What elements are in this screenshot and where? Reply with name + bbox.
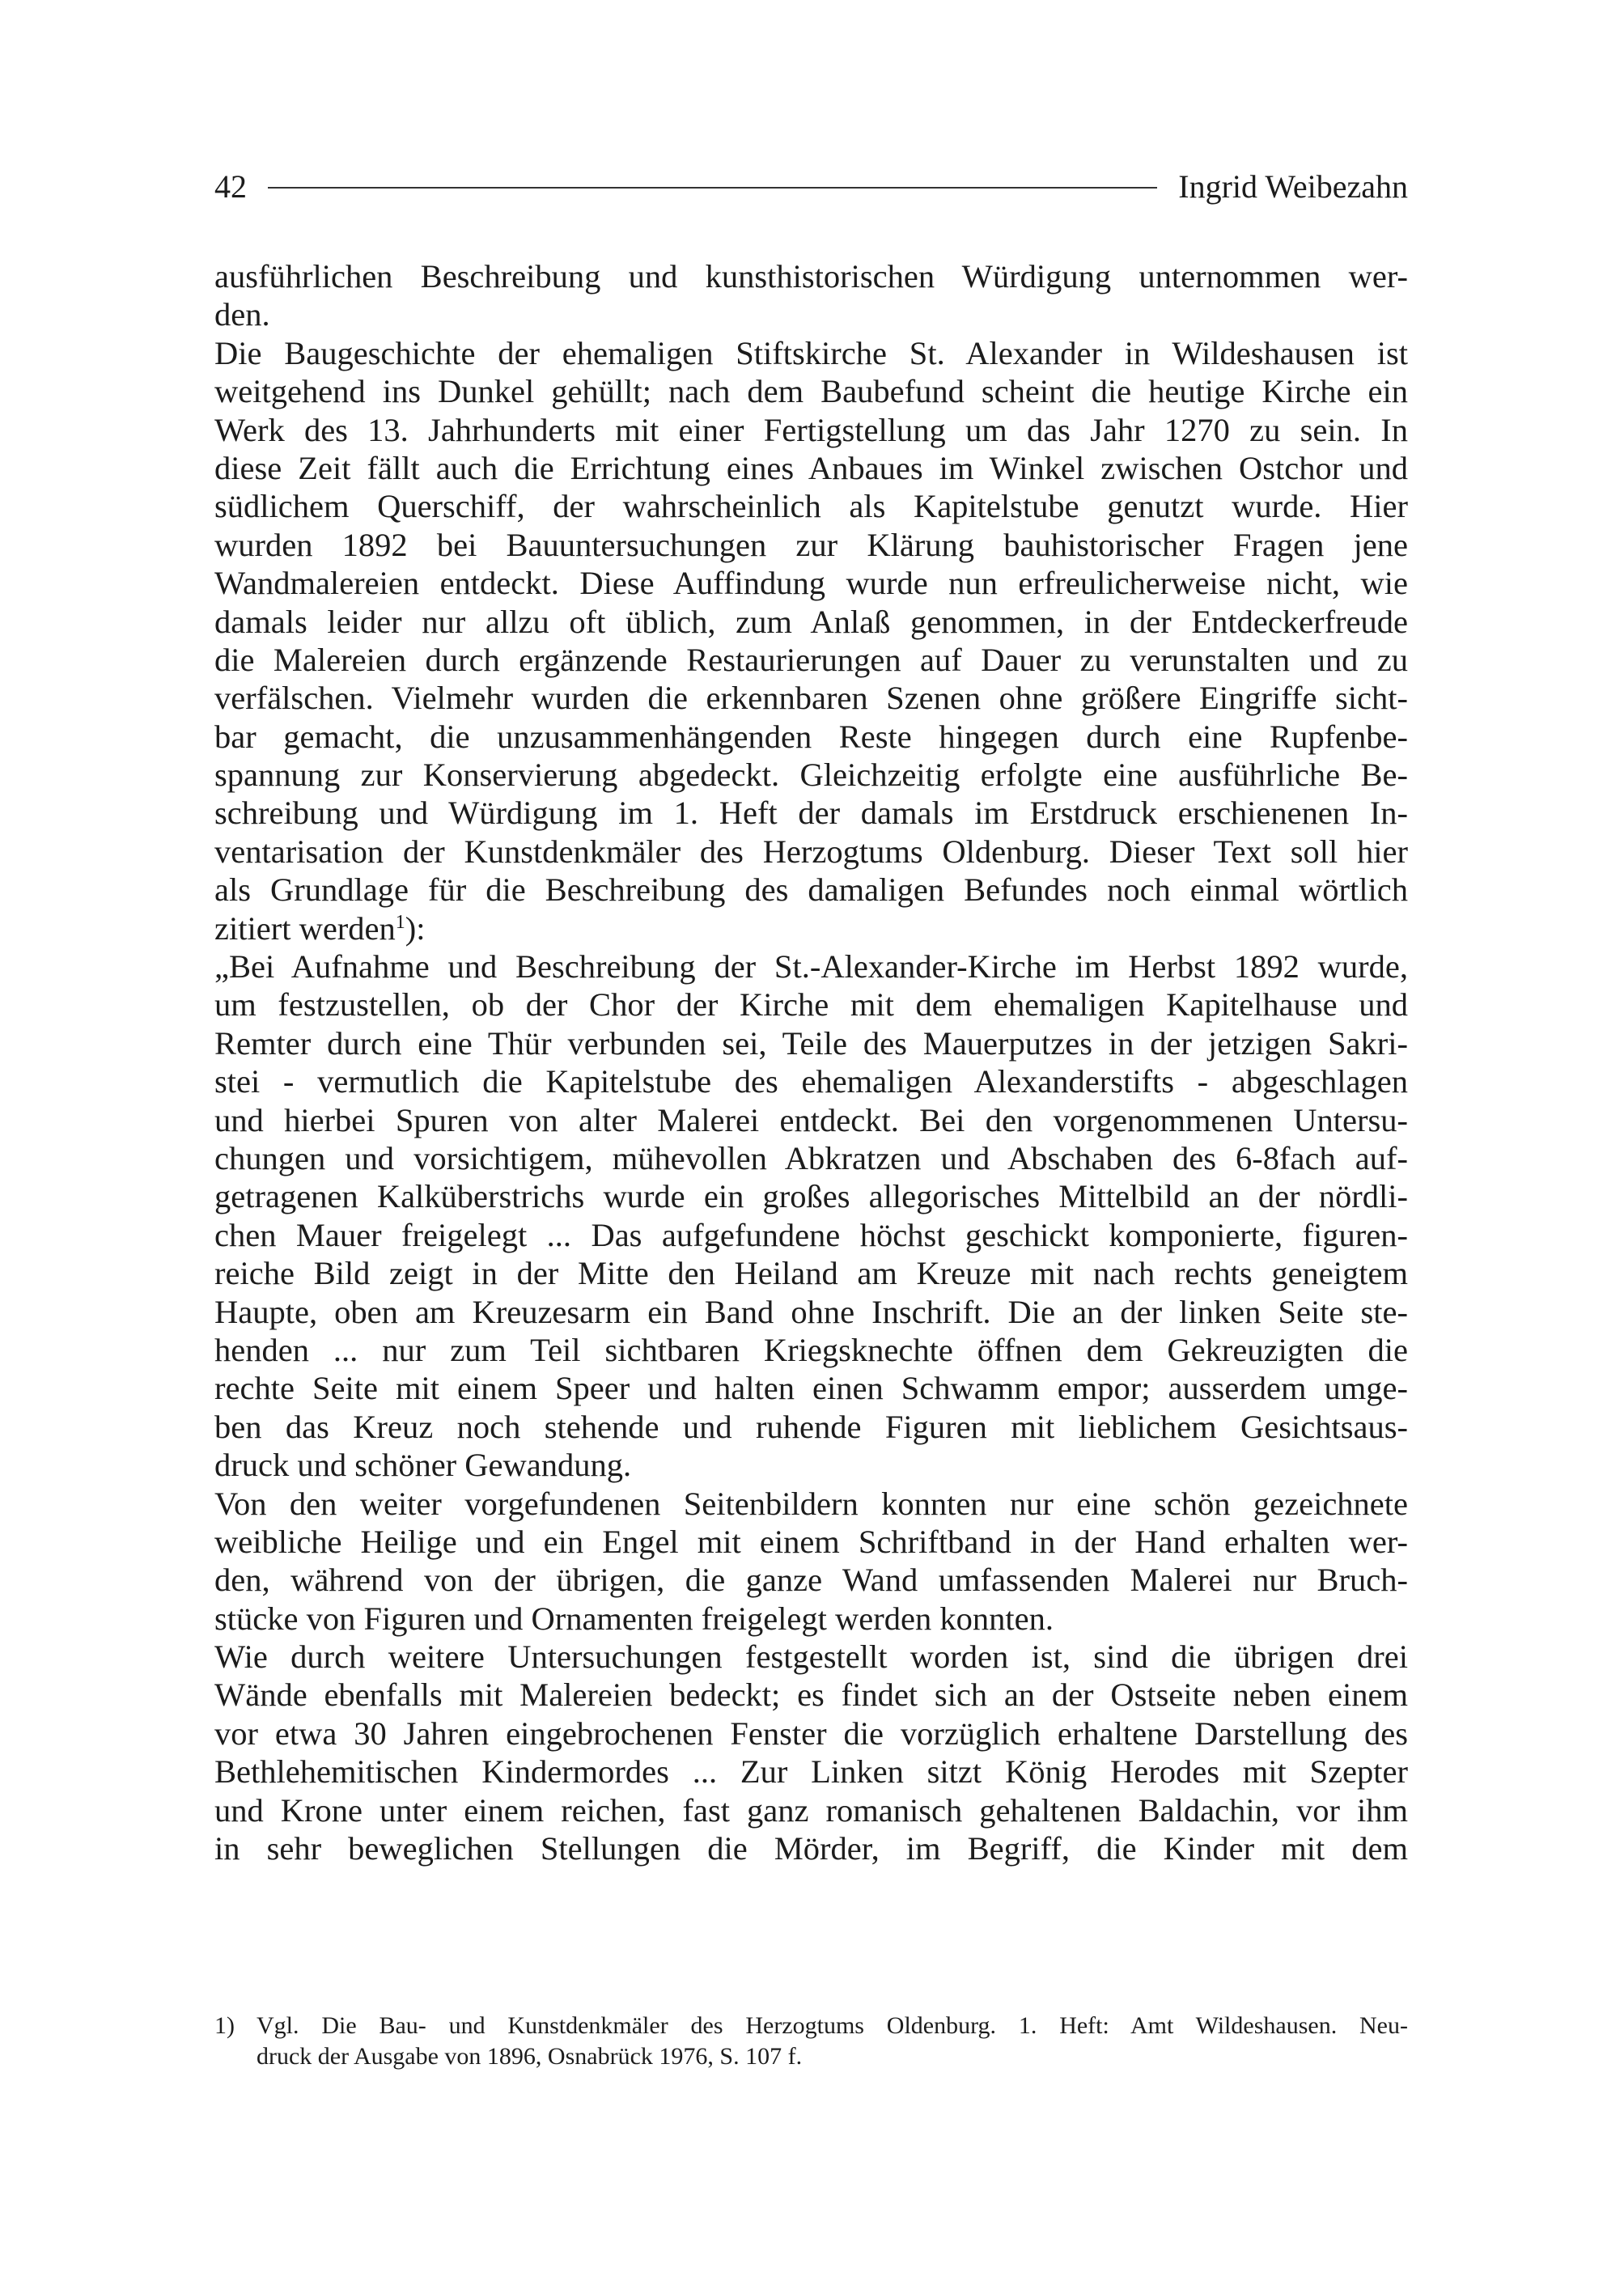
running-head-author: Ingrid Weibezahn	[1178, 167, 1408, 205]
footnote-marker: 1)	[214, 2012, 235, 2039]
text-line: „Bei Aufnahme und Beschreibung der St.-Alexander-Kirche im Herbst 1892 wurde,	[214, 948, 1408, 985]
text-line: den.	[214, 296, 270, 333]
header-rule	[268, 187, 1157, 189]
text-line: schreibung und Würdigung im 1. Heft der damals im Erstdruck erschienenen In-	[214, 795, 1408, 832]
footnotes	[214, 2011, 1408, 2072]
text-line: vor etwa 30 Jahren eingebrochenen Fenster die vorzüglich erhaltene Darstellung des	[214, 1714, 1408, 1752]
text-line: wurden 1892 bei Bauuntersuchungen zur Klärung bauhistorischer Fragen jene	[214, 526, 1408, 563]
text-line: um festzustellen, ob der Chor der Kirche mit dem ehemaligen Kapitelhause und	[214, 986, 1408, 1024]
text-line: Von den weiter vorgefundenen Seitenbildern konnten nur eine schön gezeichnete	[214, 1485, 1408, 1522]
text-line-segment: zitiert werden	[214, 909, 396, 947]
text-line: spannung zur Konservierung abgedeckt. Gleichzeitig erfolgte eine ausführliche Be-	[214, 757, 1408, 794]
text-line: rechte Seite mit einem Speer und halten einen Schwamm empor; ausserdem umge-	[214, 1370, 1408, 1407]
text-line: Haupte, oben am Kreuzesarm ein Band ohne Inschrift. Die an der linken Seite ste-	[214, 1293, 1408, 1330]
page-number: 42	[214, 167, 247, 205]
text-line: stei - vermutlich die Kapitelstube des ehemaligen Alexanderstifts - abgeschlagen	[214, 1063, 1408, 1100]
text-line: bar gemacht, die unzusammenhängenden Reste hingegen durch eine Rupfenbe-	[214, 718, 1408, 755]
text-line: in sehr beweglichen Stellungen die Mörder, im Begriff, die Kinder mit dem	[214, 1830, 1408, 1867]
text-line: als Grundlage für die Beschreibung des damaligen Befundes noch einmal wörtlich	[214, 871, 1408, 909]
footnote-reference-suffix: ):	[405, 909, 426, 947]
footnote-line: Vgl. Die Bau- und Kunstdenkmäler des Herzogtums Oldenburg. 1. Heft: Amt Wildeshausen. Neu-	[257, 2012, 1408, 2039]
text-line: stücke von Figuren und Ornamenten freigelegt werden konnten.	[214, 1600, 1054, 1637]
text-line: Werk des 13. Jahrhunderts mit einer Fertigstellung um das Jahr 1270 zu sein. In	[214, 411, 1408, 448]
text-line: damals leider nur allzu oft üblich, zum Anlaß genommen, in der Entdeckerfreude	[214, 603, 1408, 640]
text-line: weibliche Heilige und ein Engel mit einem Schriftband in der Hand erhalten wer-	[214, 1523, 1408, 1560]
text-line: ben das Kreuz noch stehende und ruhende Figuren mit lieblichem Gesichtsaus-	[214, 1408, 1408, 1445]
text-line-with-footnote	[214, 909, 1408, 947]
text-line: ausführlichen Beschreibung und kunsthistorischen Würdigung unternommen wer-	[214, 258, 1408, 295]
text-line: verfälschen. Vielmehr wurden die erkennbaren Szenen ohne größere Eingriffe sicht-	[214, 680, 1408, 717]
text-line: Wände ebenfalls mit Malereien bedeckt; es findet sich an der Ostseite neben einem	[214, 1676, 1408, 1714]
text-line: chen Mauer freigelegt ... Das aufgefundene höchst geschickt komponierte, figuren-	[214, 1216, 1408, 1253]
text-line: druck und schöner Gewandung.	[214, 1447, 632, 1484]
text-line: henden ... nur zum Teil sichtbaren Kriegsknechte öffnen dem Gekreuzigten die	[214, 1331, 1408, 1368]
text-line: Wie durch weitere Untersuchungen festgestellt worden ist, sind die übrigen drei	[214, 1638, 1408, 1676]
text-line: und hierbei Spuren von alter Malerei entdeckt. Bei den vorgenommenen Untersu-	[214, 1101, 1408, 1138]
footnote-text	[257, 2011, 1408, 2072]
text-line: reiche Bild zeigt in der Mitte den Heiland am Kreuze mit nach rechts geneigtem	[214, 1255, 1408, 1292]
text-line: weitgehend ins Dunkel gehüllt; nach dem Baubefund scheint die heutige Kirche ein	[214, 373, 1408, 410]
text-line: die Malereien durch ergänzende Restaurierungen auf Dauer zu verunstalten und zu	[214, 641, 1408, 678]
footnote	[214, 2011, 1408, 2072]
footnote-line: druck der Ausgabe von 1896, Osnabrück 1976, S. 107 f.	[257, 2043, 803, 2070]
text-line: diese Zeit fällt auch die Errichtung eines Anbaues im Winkel zwischen Ostchor und	[214, 449, 1408, 486]
text-line: Wandmalereien entdeckt. Diese Auffindung wurde nun erfreulicherweise nicht, wie	[214, 565, 1408, 602]
text-line: und Krone unter einem reichen, fast ganz romanisch gehaltenen Baldachin, vor ihm	[214, 1791, 1408, 1829]
text-line: ventarisation der Kunstdenkmäler des Herzogtums Oldenburg. Dieser Text soll hier	[214, 833, 1408, 870]
body-text	[214, 257, 1408, 1867]
text-line: chungen und vorsichtigem, mühevollen Abkratzen und Abschaben des 6-8fach auf-	[214, 1139, 1408, 1176]
text-line: südlichem Querschiff, der wahrscheinlich als Kapitelstube genutzt wurde. Hier	[214, 488, 1408, 525]
text-line: getragenen Kalküberstrichs wurde ein großes allegorisches Mittelbild an der nördli-	[214, 1178, 1408, 1215]
running-head	[214, 162, 1408, 210]
text-line: Die Baugeschichte der ehemaligen Stiftskirche St. Alexander in Wildeshausen ist	[214, 334, 1408, 371]
text-line: Bethlehemitischen Kindermordes ... Zur Linken sitzt König Herodes mit Szepter	[214, 1753, 1408, 1791]
text-line: den, während von der übrigen, die ganze Wand umfassenden Malerei nur Bruch-	[214, 1562, 1408, 1599]
footnote-reference[interactable]: 1	[395, 911, 405, 933]
text-line: Remter durch eine Thür verbunden sei, Teile des Mauerputzes in der jetzigen Sakri-	[214, 1024, 1408, 1062]
